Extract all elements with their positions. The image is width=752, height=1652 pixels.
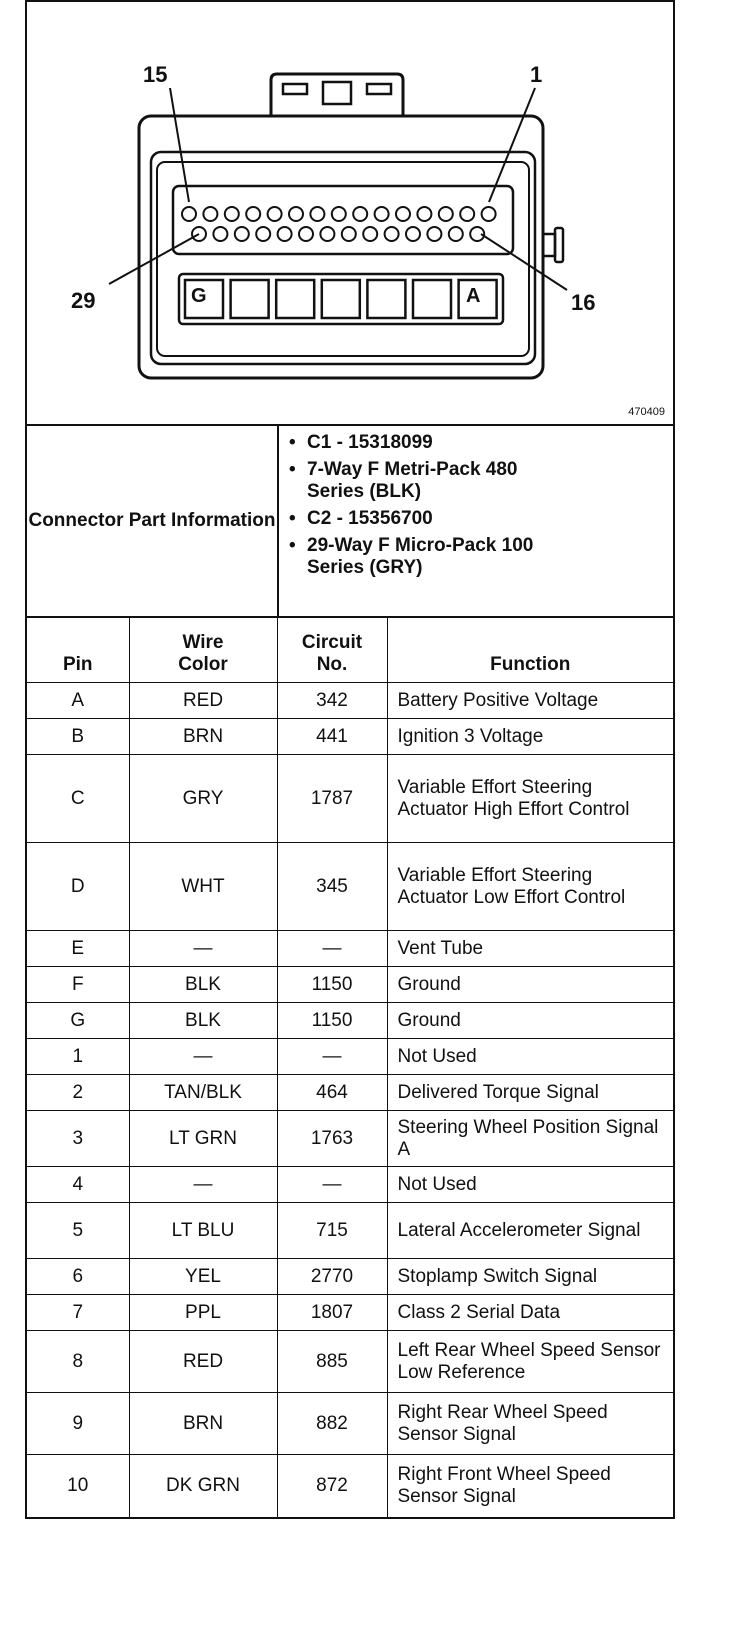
cell-circuit-no: 885 bbox=[277, 1331, 387, 1393]
pin-hole bbox=[482, 207, 496, 221]
cell-wire-color: BLK bbox=[129, 967, 277, 1003]
pin-hole bbox=[332, 207, 346, 221]
pin-15-label: 15 bbox=[143, 62, 168, 87]
cell-pin: 7 bbox=[27, 1295, 129, 1331]
pin-holes bbox=[182, 207, 496, 241]
cell-wire-color: DK GRN bbox=[129, 1455, 277, 1517]
cell-circuit-no: — bbox=[277, 931, 387, 967]
pin-hole bbox=[353, 207, 367, 221]
header-circuit-no: Circuit No. bbox=[277, 618, 387, 683]
cell-wire-color: LT GRN bbox=[129, 1111, 277, 1167]
blade-cavity bbox=[322, 280, 360, 318]
cell-wire-color: BLK bbox=[129, 1003, 277, 1039]
cell-function: Ignition 3 Voltage bbox=[387, 719, 673, 755]
pin-hole bbox=[225, 207, 239, 221]
cell-wire-color: BRN bbox=[129, 1393, 277, 1455]
pin-hole bbox=[213, 227, 227, 241]
header-function: Function bbox=[387, 618, 673, 683]
connector-part-info bbox=[27, 426, 673, 618]
table-row bbox=[27, 1075, 673, 1111]
cell-wire-color: — bbox=[129, 931, 277, 967]
pin-hole bbox=[278, 227, 292, 241]
cell-circuit-no: 2770 bbox=[277, 1259, 387, 1295]
cell-pin: 1 bbox=[27, 1039, 129, 1075]
pin-hole bbox=[289, 207, 303, 221]
cell-circuit-no: 872 bbox=[277, 1455, 387, 1517]
pin-hole bbox=[375, 207, 389, 221]
table-row bbox=[27, 1455, 673, 1517]
table-row bbox=[27, 1111, 673, 1167]
cell-circuit-no: 441 bbox=[277, 719, 387, 755]
blade-cavity bbox=[367, 280, 405, 318]
cell-function: Right Rear Wheel Speed Sensor Signal bbox=[387, 1393, 673, 1455]
table-row bbox=[27, 967, 673, 1003]
pin-table bbox=[27, 618, 673, 1517]
connector-info-item: • 7-Way F Metri-Pack 480 Series (BLK) bbox=[307, 459, 537, 503]
cell-circuit-no: 882 bbox=[277, 1393, 387, 1455]
connector-info-item: • C2 - 15356700 bbox=[307, 508, 673, 530]
header-wire-color: Wire Color bbox=[129, 618, 277, 683]
blade-cavity bbox=[276, 280, 314, 318]
cell-pin: C bbox=[27, 755, 129, 843]
table-row bbox=[27, 1003, 673, 1039]
connector-face-drawing bbox=[27, 2, 673, 422]
cell-function: Variable Effort Steering Actuator Low Effort Control bbox=[387, 843, 673, 931]
cell-pin: 10 bbox=[27, 1455, 129, 1517]
cell-wire-color: — bbox=[129, 1167, 277, 1203]
cell-wire-color: TAN/BLK bbox=[129, 1075, 277, 1111]
pin-hole bbox=[439, 207, 453, 221]
pin-16-label: 16 bbox=[571, 290, 596, 315]
pin-hole bbox=[417, 207, 431, 221]
cell-wire-color: WHT bbox=[129, 843, 277, 931]
cell-circuit-no: 1150 bbox=[277, 967, 387, 1003]
table-row bbox=[27, 1203, 673, 1259]
cell-pin: D bbox=[27, 843, 129, 931]
table-row bbox=[27, 1331, 673, 1393]
cell-function: Right Front Wheel Speed Sensor Signal bbox=[387, 1455, 673, 1517]
connector-document bbox=[25, 0, 675, 1519]
table-row bbox=[27, 1167, 673, 1203]
cell-pin: A bbox=[27, 683, 129, 719]
connector-info-heading: Connector Part Information bbox=[27, 426, 279, 616]
cell-function: Delivered Torque Signal bbox=[387, 1075, 673, 1111]
cell-circuit-no: — bbox=[277, 1039, 387, 1075]
cell-pin: B bbox=[27, 719, 129, 755]
pin-hole bbox=[385, 227, 399, 241]
pin-hole bbox=[396, 207, 410, 221]
cell-pin: 4 bbox=[27, 1167, 129, 1203]
header-pin: Pin bbox=[27, 618, 129, 683]
blade-cavity bbox=[231, 280, 269, 318]
cell-circuit-no: 342 bbox=[277, 683, 387, 719]
cell-wire-color: YEL bbox=[129, 1259, 277, 1295]
cell-wire-color: RED bbox=[129, 683, 277, 719]
table-row bbox=[27, 1039, 673, 1075]
cell-function: Not Used bbox=[387, 1167, 673, 1203]
cell-pin: E bbox=[27, 931, 129, 967]
pin-29-label: 29 bbox=[71, 288, 96, 313]
cell-circuit-no: 1787 bbox=[277, 755, 387, 843]
pin-hole bbox=[320, 227, 334, 241]
table-row bbox=[27, 683, 673, 719]
pin-hole bbox=[342, 227, 356, 241]
table-row bbox=[27, 1259, 673, 1295]
pin-hole bbox=[299, 227, 313, 241]
cell-pin: 2 bbox=[27, 1075, 129, 1111]
cell-function: Steering Wheel Position Signal A bbox=[387, 1111, 673, 1167]
pin-hole bbox=[256, 227, 270, 241]
cell-function: Ground bbox=[387, 967, 673, 1003]
connector-info-item: • 29-Way F Micro-Pack 100 Series (GRY) bbox=[307, 535, 557, 579]
pin-hole bbox=[246, 207, 260, 221]
cell-wire-color: BRN bbox=[129, 719, 277, 755]
table-row bbox=[27, 843, 673, 931]
cell-function: Left Rear Wheel Speed Sensor Low Reference bbox=[387, 1331, 673, 1393]
blade-cavities bbox=[185, 280, 497, 318]
cell-circuit-no: 1763 bbox=[277, 1111, 387, 1167]
cell-function: Vent Tube bbox=[387, 931, 673, 967]
pin-hole bbox=[203, 207, 217, 221]
cell-pin: 8 bbox=[27, 1331, 129, 1393]
connector-info-item: • C1 - 15318099 bbox=[307, 432, 673, 454]
pin-hole bbox=[427, 227, 441, 241]
cell-wire-color: — bbox=[129, 1039, 277, 1075]
pin-hole bbox=[182, 207, 196, 221]
cell-function: Class 2 Serial Data bbox=[387, 1295, 673, 1331]
pin-hole bbox=[235, 227, 249, 241]
cell-circuit-no: — bbox=[277, 1167, 387, 1203]
pin-table-header bbox=[27, 618, 673, 683]
table-row bbox=[27, 931, 673, 967]
connector-diagram bbox=[27, 2, 673, 426]
pin-hole bbox=[310, 207, 324, 221]
table-row bbox=[27, 1295, 673, 1331]
pin-1-label: 1 bbox=[530, 62, 543, 87]
cell-circuit-no: 1807 bbox=[277, 1295, 387, 1331]
cell-pin: 9 bbox=[27, 1393, 129, 1455]
table-row bbox=[27, 755, 673, 843]
connector-info-list bbox=[307, 432, 673, 579]
cell-function: Battery Positive Voltage bbox=[387, 683, 673, 719]
cavity-a-label: A bbox=[466, 285, 481, 307]
blade-cavity bbox=[413, 280, 451, 318]
cell-circuit-no: 715 bbox=[277, 1203, 387, 1259]
cell-wire-color: LT BLU bbox=[129, 1203, 277, 1259]
cell-function: Stoplamp Switch Signal bbox=[387, 1259, 673, 1295]
cavity-g-label: G bbox=[191, 285, 207, 307]
figure-number: 470409 bbox=[628, 406, 665, 418]
table-row bbox=[27, 1393, 673, 1455]
pin-hole bbox=[363, 227, 377, 241]
cell-circuit-no: 464 bbox=[277, 1075, 387, 1111]
cell-function: Variable Effort Steering Actuator High Effort Control bbox=[387, 755, 673, 843]
cell-pin: F bbox=[27, 967, 129, 1003]
cell-pin: 5 bbox=[27, 1203, 129, 1259]
pin-hole bbox=[460, 207, 474, 221]
table-row bbox=[27, 719, 673, 755]
cell-wire-color: PPL bbox=[129, 1295, 277, 1331]
pin-hole bbox=[268, 207, 282, 221]
cell-function: Not Used bbox=[387, 1039, 673, 1075]
cell-circuit-no: 1150 bbox=[277, 1003, 387, 1039]
cell-pin: 6 bbox=[27, 1259, 129, 1295]
pin-hole bbox=[449, 227, 463, 241]
cell-wire-color: RED bbox=[129, 1331, 277, 1393]
cell-circuit-no: 345 bbox=[277, 843, 387, 931]
cell-function: Ground bbox=[387, 1003, 673, 1039]
cell-wire-color: GRY bbox=[129, 755, 277, 843]
pin-hole bbox=[406, 227, 420, 241]
cell-pin: G bbox=[27, 1003, 129, 1039]
cell-function: Lateral Accelerometer Signal bbox=[387, 1203, 673, 1259]
cell-pin: 3 bbox=[27, 1111, 129, 1167]
